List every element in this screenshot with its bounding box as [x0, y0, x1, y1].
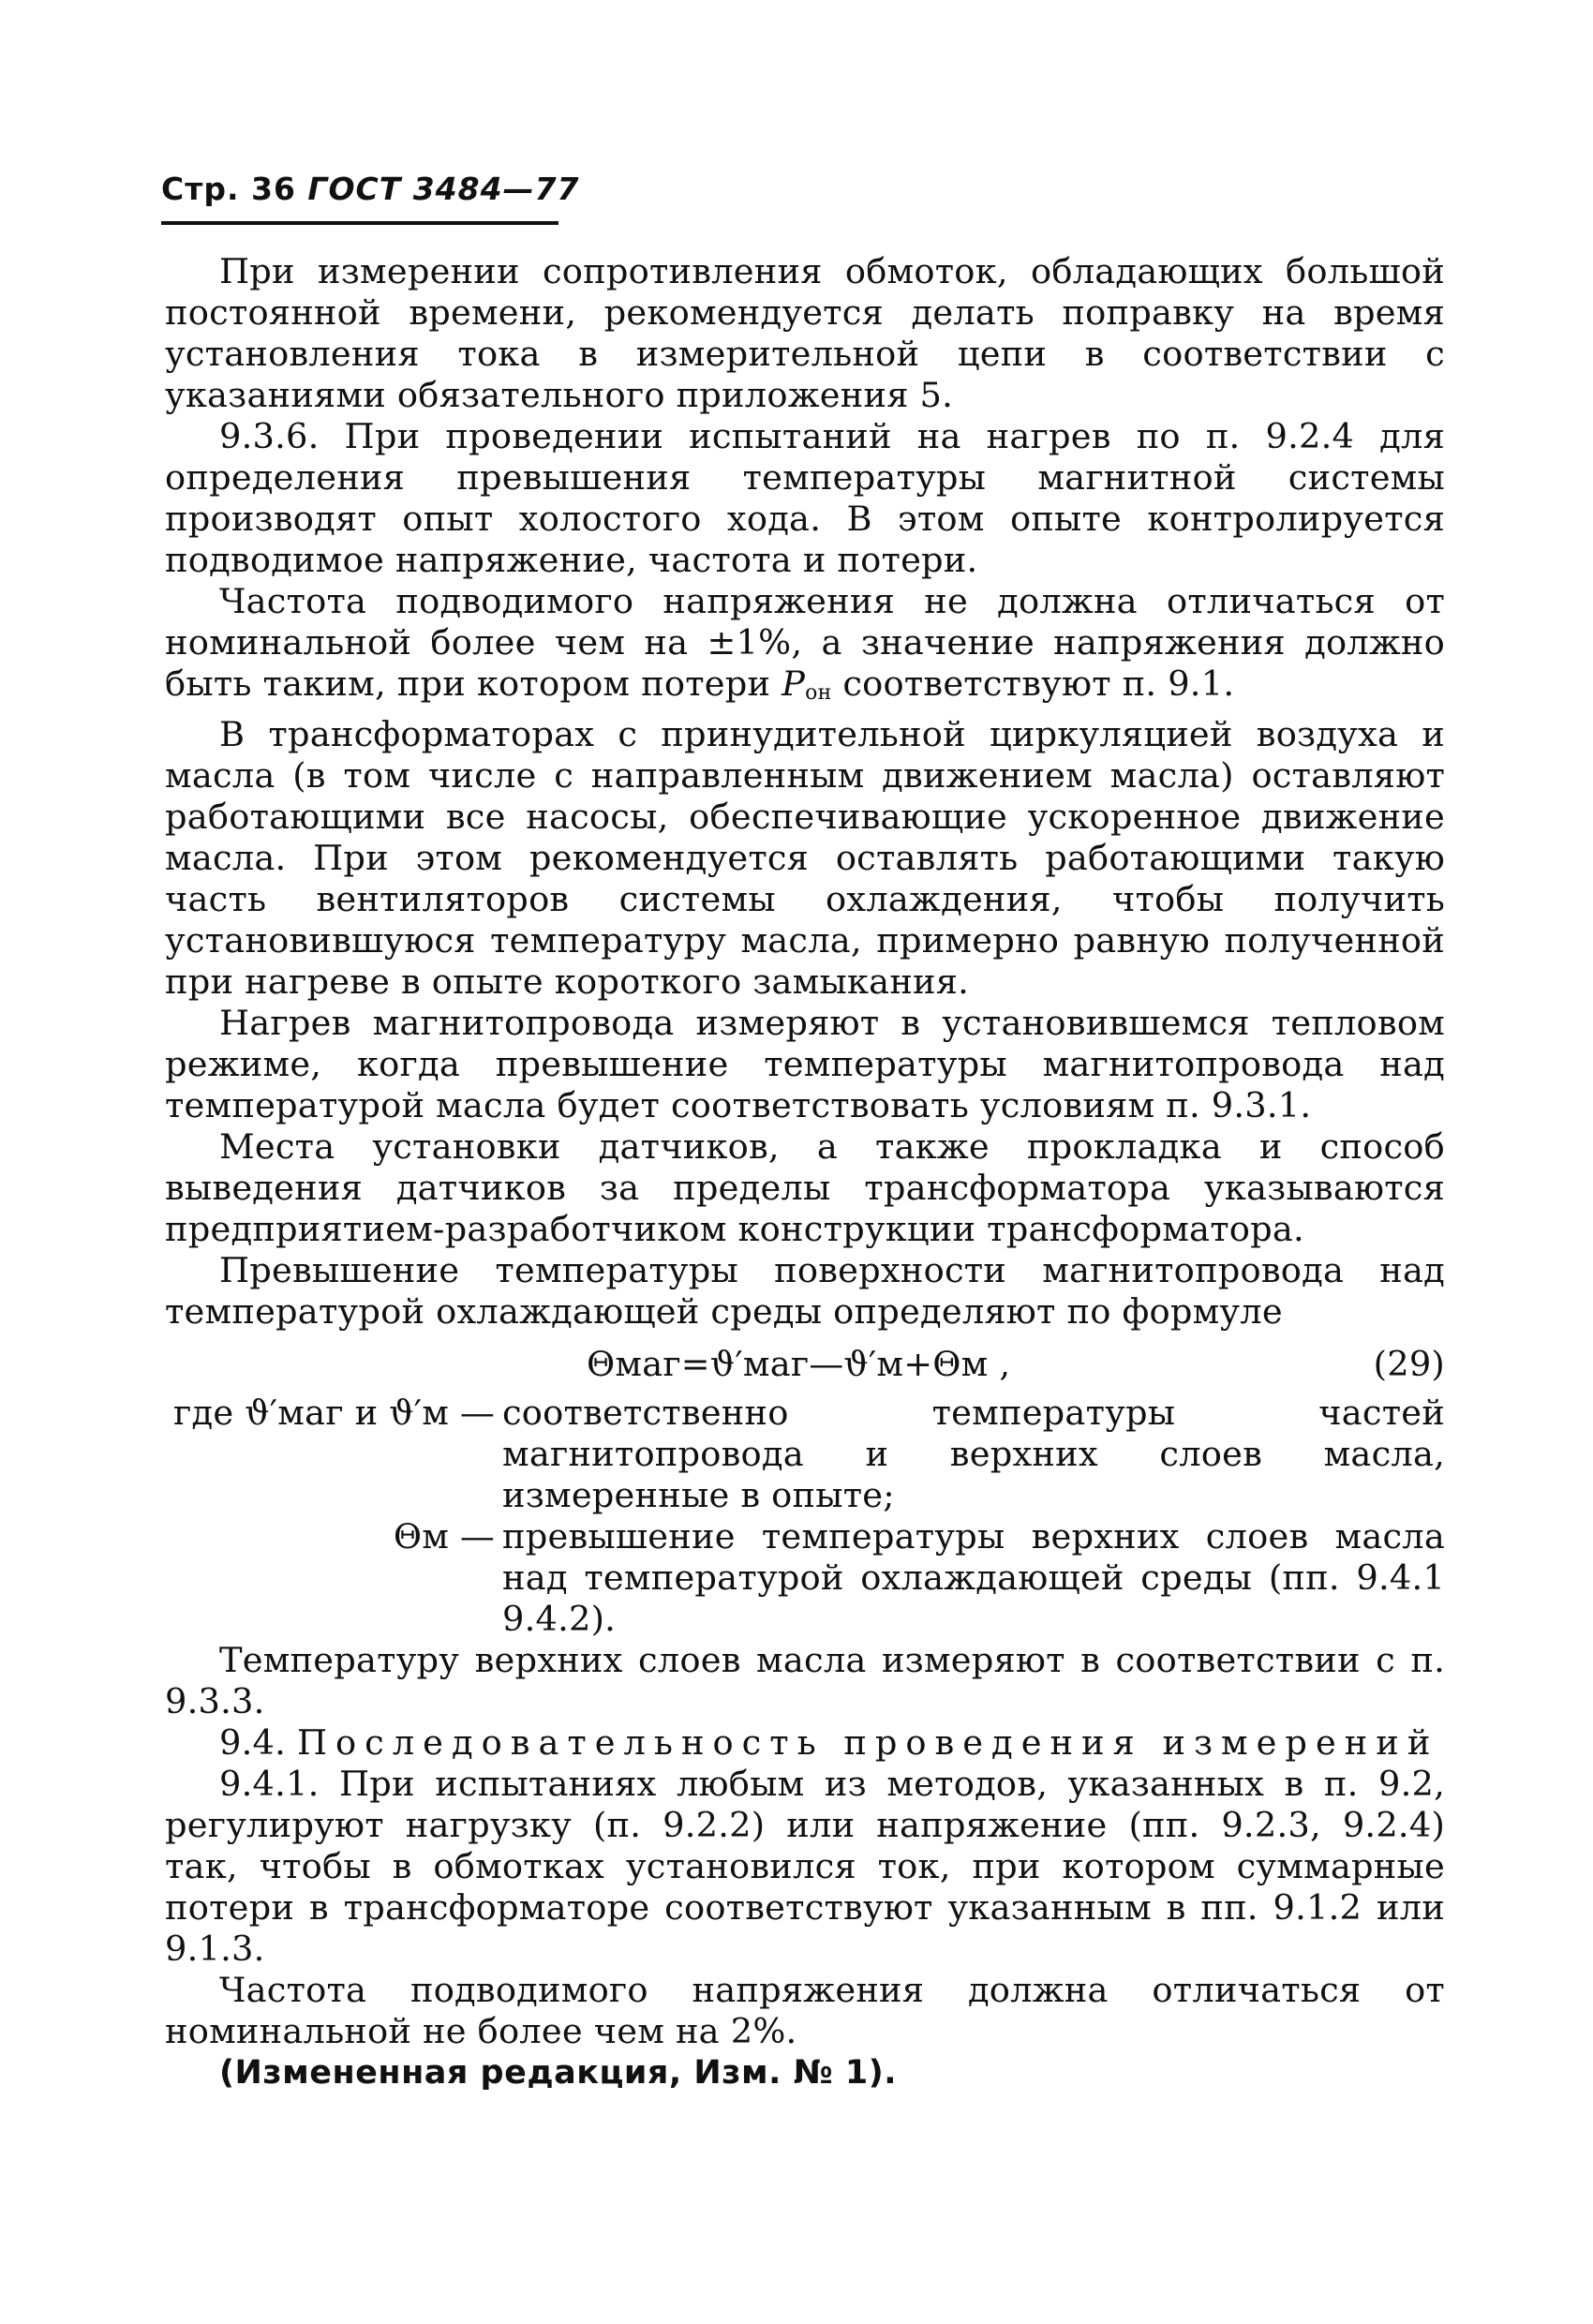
- standard-number: ГОСТ 3484—77: [307, 171, 580, 207]
- page-header: [161, 171, 580, 207]
- paragraph-frequency-text: Частота подводимого напряжения не должна отличаться от номинальной более чем на ±1%, а значение напряжения должно быть таким, при котором потери: [165, 581, 1445, 704]
- formula-row: [165, 1344, 1445, 1389]
- formula-legend: [165, 1393, 1445, 1640]
- legend-term-temperatures: где ϑ′маг и ϑ′м —: [173, 1393, 495, 1433]
- paragraph-frequency-tolerance: Частота подводимого напряжения должна отличаться от номинальной не более чем на 2%.: [165, 1970, 1445, 2051]
- paragraph-core-heating: Нагрев магнитопровода измеряют в установившемся тепловом режиме, когда превышение температуры магнитопровода над температурой масла будет соответствовать условиям п. 9.3.1.: [165, 1003, 1445, 1125]
- paragraph-measurement-correction: При измерении сопротивления обмоток, обладающих большой постоянной времени, рекомендуется делать поправку на время установления тока в измерительной цепи в соответствии с указаниями обязательного приложения 5.: [165, 251, 1445, 415]
- formula-29: Θмаг=ϑ′маг—ϑ′м+Θм ,: [587, 1344, 1011, 1384]
- header-divider: [161, 221, 558, 225]
- revision-note: (Измененная редакция, Изм. № 1).: [219, 2054, 898, 2092]
- loss-symbol-subscript: он: [805, 681, 832, 705]
- paragraph-frequency: [165, 581, 1445, 714]
- paragraph-frequency-end: соответствуют п. 9.1.: [831, 663, 1235, 704]
- paragraph-9-3-6: 9.3.6. При проведении испытаний на нагрев по п. 9.2.4 для определения превышения температуры магнитной системы производят опыт холостого хода. В этом опыте контролируется подводимое напряжение, частота и потери.: [165, 416, 1445, 580]
- paragraph-sensors: Места установки датчиков, а также прокладка и способ выведения датчиков за пределы трансформатора указываются предприятием-разработчиком конструкции трансформатора.: [165, 1126, 1445, 1249]
- section-number: 9.4.: [219, 1722, 287, 1763]
- legend-def-oil-rise: превышение температуры верхних слоев масла над температурой охлаждающей среды (пп. 9.4.1 9.4.2).: [502, 1516, 1445, 1639]
- legend-term-oil-rise: Θм —: [393, 1516, 495, 1557]
- paragraph-forced-circulation: В трансформаторах с принудительной циркуляцией воздуха и масла (в том числе с направленным движением масла) оставляют работающими все насосы, обеспечивающие ускоренное движение масла. При этом рекомендуется оставлять работающими такую часть вентиляторов системы охлаждения, чтобы получить установившуюся температуру масла, примерно равную полученной при нагреве в опыте короткого замыкания.: [165, 714, 1445, 1002]
- loss-symbol: P: [782, 663, 806, 704]
- page-label: Стр. 36: [161, 171, 296, 207]
- legend-def-temperatures: соответственно температуры частей магнитопровода и верхних слоев масла, измеренные в опыте;: [502, 1393, 1445, 1515]
- section-heading-9-4: [165, 1722, 1445, 1764]
- paragraph-formula-intro: Превышение температуры поверхности магнитопровода над температурой охлаждающей среды определяют по формуле: [165, 1250, 1445, 1332]
- document-body: [165, 251, 1445, 2093]
- paragraph-9-4-1: 9.4.1. При испытаниях любым из методов, указанных в п. 9.2, регулируют нагрузку (п. 9.2.2) или напряжение (пп. 9.2.3, 9.2.4) так, чтобы в обмотках установился ток, при котором суммарные потери в трансформаторе соответствуют указанным в пп. 9.1.2 или 9.1.3.: [165, 1764, 1445, 1969]
- section-title: Последовательность проведения измерений: [296, 1722, 1439, 1763]
- paragraph-oil-temperature: Температуру верхних слоев масла измеряют в соответствии с п. 9.3.3.: [165, 1640, 1445, 1721]
- formula-number: (29): [1373, 1344, 1445, 1384]
